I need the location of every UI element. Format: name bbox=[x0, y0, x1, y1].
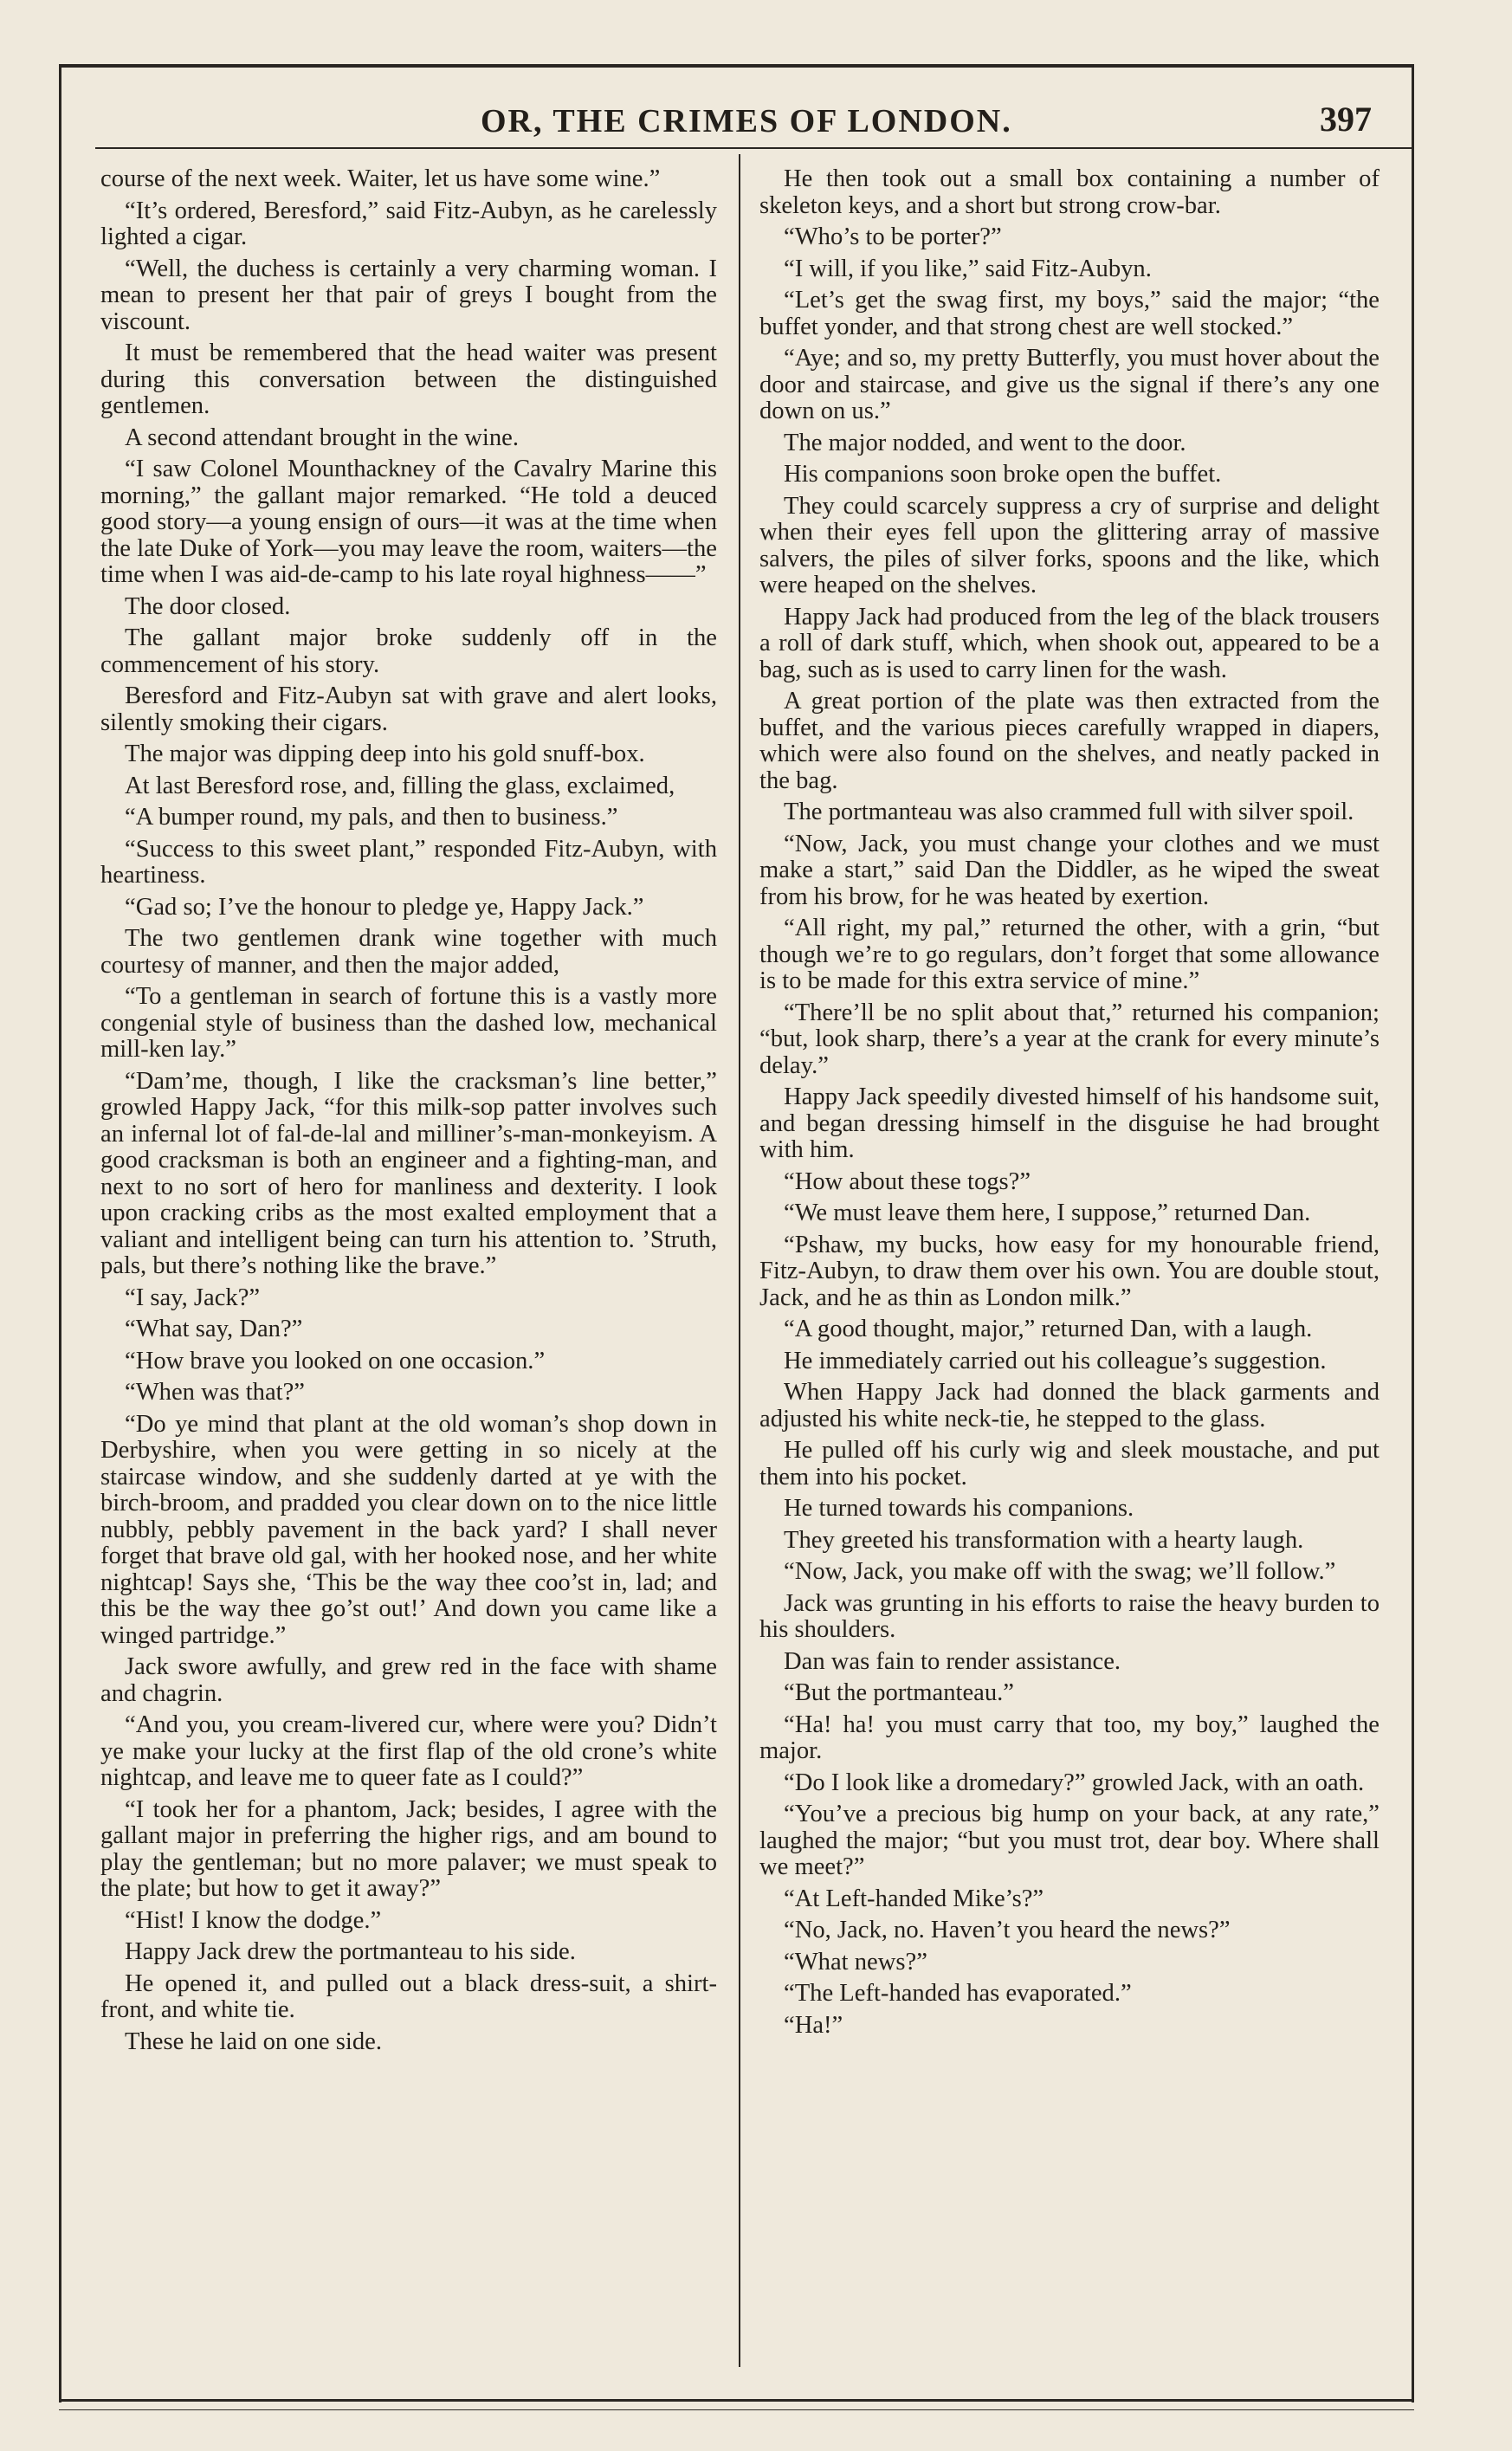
paragraph: He immediately carried out his colleague’s suggestion. bbox=[784, 1347, 1327, 1374]
paragraph: “Do ye mind that plant at the old woman’s shop down in Derbyshire, when you were getting in so nicely at the staircase window, and she suddenly darted at ye with the birch-broom, and pradded you clear down on to the nice little nubbly, pebbly pavement in the back yard? I shall never forget that brave old gal, with her hooked nose, and her white nightcap! Says she, ‘This be the way thee coo’st in, lad; and this be the way thee go’st out!’ And down you came like a winged partridge.” bbox=[100, 1410, 717, 1649]
paragraph: “Aye; and so, my pretty Butterfly, you must hover about the door and staircase, and give us the signal if there’s any one down on us.” bbox=[759, 345, 1380, 424]
paragraph: “A bumper round, my pals, and then to business.” bbox=[125, 804, 618, 831]
column-divider bbox=[739, 154, 740, 2367]
paragraph: “How about these togs?” bbox=[784, 1167, 1031, 1195]
paragraph: The gallant major broke suddenly off in the commencement of his story. bbox=[100, 624, 717, 678]
paragraph: Happy Jack drew the portmanteau to his side. bbox=[125, 1938, 576, 1965]
paragraph: The door closed. bbox=[125, 592, 291, 620]
paragraph: “No, Jack, no. Haven’t you heard the news?” bbox=[784, 1917, 1231, 1943]
paragraph: The portmanteau was also crammed full with silver spoil. bbox=[784, 799, 1354, 825]
paragraph: “Now, Jack, you make off with the swag; we’ll follow.” bbox=[784, 1558, 1336, 1585]
paragraph: He turned towards his companions. bbox=[784, 1495, 1134, 1522]
paragraph: “At Left-handed Mike’s?” bbox=[784, 1885, 1044, 1912]
paragraph: “We must leave them here, I suppose,” returned Dan. bbox=[784, 1200, 1311, 1226]
top-rule bbox=[59, 64, 1413, 68]
paragraph: They could scarcely suppress a cry of surprise and delight when their eyes fell upon the glittering array of massive salvers, the piles of silver forks, spoons and the like, which were heaped on the shelves. bbox=[759, 492, 1380, 598]
paragraph: “A good thought, major,” returned Dan, with a laugh. bbox=[784, 1316, 1313, 1342]
paragraph: Jack swore awfully, and grew red in the face with shame and chagrin. bbox=[100, 1653, 717, 1707]
paragraph: The major nodded, and went to the door. bbox=[784, 429, 1186, 456]
paragraph: “I saw Colonel Mounthackney of the Cavalry Marine this morning,” the gallant major remarked. “He told a deuced good story—a young ensign of ours—it was at the time when the late Duke of York—you may leave the room, waiters—the time when I was aid-de-camp to his late royal highness——” bbox=[100, 456, 717, 588]
paragraph: “Pshaw, my bucks, how easy for my honourable friend, Fitz-Aubyn, to draw them over his own. You are double stout, Jack, and he as thin as London milk.” bbox=[759, 1231, 1380, 1311]
paragraph: Happy Jack had produced from the leg of the black trousers a roll of dark stuff, which, when shook out, appeared to be a bag, such as is used to carry linen for the wash. bbox=[759, 603, 1380, 683]
paragraph: Dan was fain to render assistance. bbox=[784, 1647, 1121, 1675]
paragraph: “What say, Dan?” bbox=[125, 1316, 303, 1342]
paragraph: A great portion of the plate was then extracted from the buffet, and the various pieces carefully wrapped in diapers, which were also found on the shelves, and neatly packed in the bag. bbox=[759, 688, 1380, 794]
paragraph: “Ha!” bbox=[784, 2011, 843, 2039]
paragraph: “The Left-handed has evaporated.” bbox=[784, 1980, 1132, 2007]
paragraph: A second attendant brought in the wine. bbox=[125, 424, 520, 451]
paragraph: “There’ll be no split about that,” returned his companion; “but, look sharp, there’s a year at the crank for every minute’s delay.” bbox=[759, 999, 1380, 1079]
paragraph: “And you, you cream-livered cur, where were you? Didn’t ye make your lucky at the first flap of the old crone’s white nightcap, and leave me to queer fate as I could?” bbox=[100, 1711, 717, 1791]
paragraph: “I will, if you like,” said Fitz-Aubyn. bbox=[784, 255, 1152, 282]
paragraph: “Ha! ha! you must carry that too, my boy,” laughed the major. bbox=[759, 1711, 1380, 1764]
paragraph: “Let’s get the swag first, my boys,” said the major; “the buffet yonder, and that strong chest are well stocked.” bbox=[759, 287, 1380, 340]
paragraph: “All right, my pal,” returned the other, with a grin, “but though we’re to go regulars, don’t forget that some allowance is to be made for this extra service of mine.” bbox=[759, 915, 1380, 994]
paragraph: Happy Jack speedily divested himself of his handsome suit, and began dressing himself in the disguise he had brought with him. bbox=[759, 1083, 1380, 1163]
paragraph: “I took her for a phantom, Jack; besides, I agree with the gallant major in preferring the higher rigs, and am bound to play the gentleman; but no more palaver; we must speak to the plate; but how to get it away?” bbox=[100, 1795, 717, 1902]
paragraph: “But the portmanteau.” bbox=[784, 1679, 1014, 1706]
paragraph: “How brave you looked on one occasion.” bbox=[125, 1347, 546, 1374]
paragraph: “To a gentleman in search of fortune this is a vastly more congenial style of business than the dashed low, mechanical mill-ken lay.” bbox=[100, 983, 717, 1063]
paragraph: Jack was grunting in his efforts to raise the heavy burden to his shoulders. bbox=[759, 1589, 1380, 1643]
paragraph: “When was that?” bbox=[125, 1379, 305, 1406]
paragraph: He pulled off his curly wig and sleek moustache, and put them into his pocket. bbox=[759, 1437, 1380, 1491]
paragraph: course of the next week. Waiter, let us have some wine.” bbox=[100, 165, 661, 192]
paragraph: “It’s ordered, Beresford,” said Fitz-Aubyn, as he carelessly lighted a cigar. bbox=[100, 197, 717, 250]
paragraph: At last Beresford rose, and, filling the glass, exclaimed, bbox=[125, 772, 675, 799]
header-rule bbox=[95, 147, 1412, 149]
paragraph: “Now, Jack, you must change your clothes and we must make a start,” said Dan the Diddler, as he wiped the sweat from his brow, for he was heated by exertion. bbox=[759, 830, 1380, 910]
paragraph: “What news?” bbox=[784, 1948, 927, 1976]
paragraph: “Gad so; I’ve the honour to pledge ye, Happy Jack.” bbox=[125, 893, 644, 921]
paragraph: The two gentlemen drank wine together with much courtesy of manner, and then the major added, bbox=[100, 925, 717, 979]
paragraph: He opened it, and pulled out a black dress-suit, a shirt-front, and white tie. bbox=[100, 1969, 717, 2023]
paragraph: His companions soon broke open the buffet. bbox=[784, 461, 1222, 488]
page-number: 397 bbox=[1320, 100, 1372, 139]
paragraph: “Success to this sweet plant,” responded Fitz-Aubyn, with heartiness. bbox=[100, 835, 717, 889]
paragraph: He then took out a small box containing a number of skeleton keys, and a short but strong crow-bar. bbox=[759, 165, 1380, 219]
paragraph: They greeted his transformation with a hearty laugh. bbox=[784, 1526, 1304, 1554]
right-column bbox=[759, 166, 1380, 2044]
paragraph: “Do I look like a dromedary?” growled Jack, with an oath. bbox=[784, 1769, 1365, 1796]
paragraph: When Happy Jack had donned the black garments and adjusted his white neck-tie, he stepped to the glass. bbox=[759, 1379, 1380, 1432]
bottom-rule bbox=[59, 2399, 1414, 2402]
paragraph: “Well, the duchess is certainly a very charming woman. I mean to present her that pair of greys I bought from the viscount. bbox=[100, 255, 717, 335]
paragraph: “Hist! I know the dodge.” bbox=[125, 1906, 382, 1934]
paragraph: Beresford and Fitz-Aubyn sat with grave and alert looks, silently smoking their cigars. bbox=[100, 682, 717, 736]
paragraph: “Who’s to be porter?” bbox=[784, 223, 1002, 250]
paragraph: The major was dipping deep into his gold snuff-box. bbox=[125, 740, 645, 767]
paragraph: These he laid on one side. bbox=[125, 2027, 382, 2055]
running-title: OR, THE CRIMES OF LONDON. bbox=[481, 103, 1012, 139]
paragraph: “I say, Jack?” bbox=[125, 1284, 261, 1311]
right-border-rule bbox=[1412, 64, 1414, 2402]
left-column bbox=[100, 166, 717, 2060]
bottom-rule-thin bbox=[59, 2409, 1414, 2410]
left-border-rule bbox=[59, 64, 61, 2402]
paragraph: It must be remembered that the head waiter was present during this conversation between the distinguished gentlemen. bbox=[100, 340, 717, 419]
paragraph: “Dam’me, though, I like the cracksman’s line better,” growled Happy Jack, “for this milk-sop patter involves such an infernal lot of fal-de-lal and milliner’s-man-monkeyism. A good cracksman is both an engineer and a fighting-man, and next to no sort of hero for manliness and dexterity. I look upon cracking cribs as the most exalted employment that a valiant and intelligent being can turn his attention to. ’Struth, pals, but there’s nothing like the brave.” bbox=[100, 1067, 717, 1279]
paragraph: “You’ve a precious big hump on your back, at any rate,” laughed the major; “but you must trot, dear boy. Where shall we meet?” bbox=[759, 1801, 1380, 1880]
